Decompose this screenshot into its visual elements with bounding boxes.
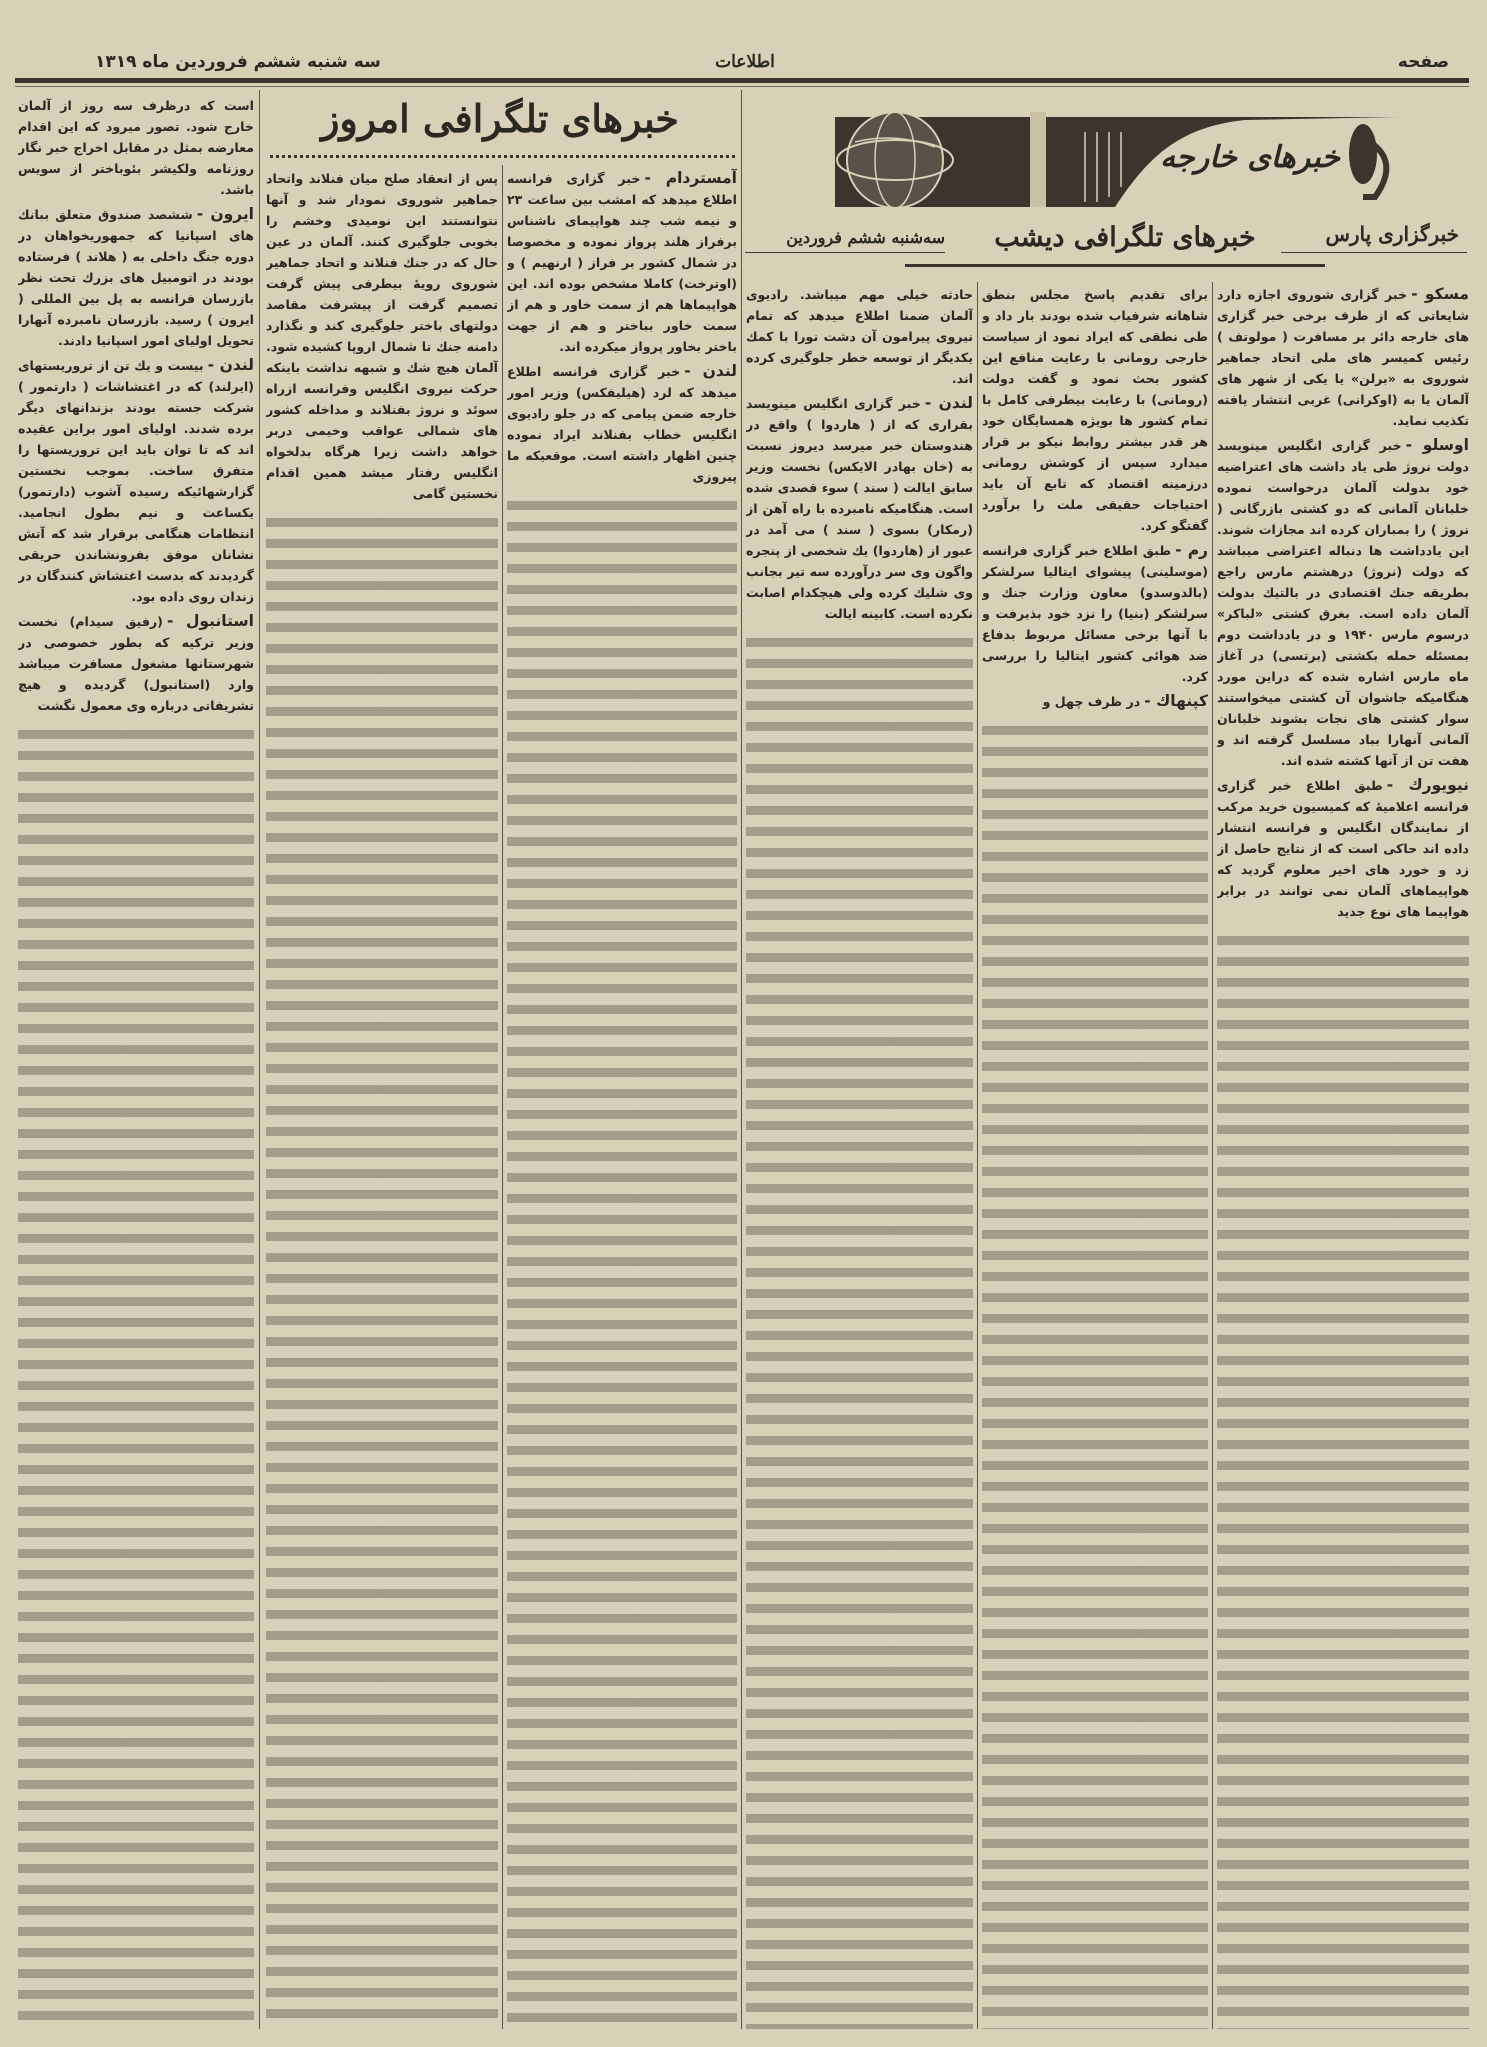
news-item-dateline: آمستردام - [644, 169, 737, 187]
news-item-body: برای تقدیم پاسخ مجلس بنطق شاهانه شرفیاب شده بودند بار داد و طی نطقی که ایراد نمود از سیاست خارجی رومانی با رعایت منافع این کشور بحث نمود و گفت دولت (رومانی) با رعایت بیطرفی کامل با تمام کشور ها بویژه همسایگان خود هر قدر بیشتر روابط نیکو بر قرار میدارد سپس از کوشش رومانی درزمینه اقتصاد که تابع آن باید احتیاجات حقیقی ملت را برآورد گفتگو کرد. [982, 287, 1208, 533]
news-item-dateline: لندن - [684, 362, 737, 380]
masthead: اطلاعات [715, 52, 775, 72]
news-item-dateline: نیویورك - [1386, 776, 1469, 794]
banner-title: خبرهای خارجه [1160, 140, 1340, 175]
news-item [1217, 435, 1469, 771]
header-rule-thin [15, 86, 1469, 87]
column-rule [741, 90, 742, 2029]
news-item-body: حادثه خیلی مهم میباشد. رادیوی آلمان ضمنا اطلاع میدهد که تمام نیروی پیرامون آن دشت نورا با کمك یکدیگر از توسعه خطر جلوگیری کرده اند. [746, 287, 973, 386]
news-item-body: خبر گزاری انگلیس مینویسد بقراری که از ( هاردوا ) واقع در هندوستان خبر میرسد دیروز نسبت به (خان بهادر الایکس) نخست وزیر سابق ایالت ( سند ) سوء قصدی شده است. هنگامیکه نامبرده با راه آهن از (رمکار) بسوی ( سند ) می آمد در عبور از (هاردوا) یك شخصی از پنجره واگون وی سر درآورده سه تیر بجانب وی شلیك کرده ولی هیچکدام اصابت نکرده است. کابینه ایالت [746, 396, 973, 621]
foreign-date: سه‌شنبه ششم فروردین [745, 228, 945, 253]
illegible-text-block [266, 512, 498, 2029]
news-item-body: طبق اطلاع خبر گزاری فرانسه اعلامیهٔ که کمیسیون خرید مرکب از نمایندگان انگلیس و فرانسه انتشار داده اند حاکی است که از نتایج حاصل از زد و خورد های اخیر معلوم گردید که هواپیماهای آلمان نمی توانند در برابر هواپیما های نوع جدید [1217, 778, 1469, 919]
news-item [18, 204, 254, 351]
foreign-headline: خبرهای تلگرافی دیشب [994, 222, 1256, 253]
page-label: صفحه [1397, 52, 1449, 72]
news-column-1 [18, 95, 254, 2029]
ornament-rule [905, 264, 1325, 267]
news-item [746, 393, 973, 624]
illegible-text-block [982, 720, 1208, 2029]
header-rule [15, 78, 1469, 83]
news-item [982, 691, 1208, 712]
news-item [18, 355, 254, 607]
news-column-6 [1217, 284, 1469, 2029]
issue-date: سه شنبه ششم فروردین ماه ۱۳۱۹ [95, 52, 381, 72]
news-item-body: خبر گزاری فرانسه اطلاع میدهد که لرد (هیلیفکس) وزیر امور خارجه ضمن پیامی که در جلو رادیوی انگلیس خطاب بفنلاند ایراد نموده چنین اظهار داشته است. موقعیکه ما پیروزی [507, 364, 737, 484]
news-column-4 [746, 284, 973, 2029]
news-item [507, 168, 737, 357]
news-item-body: (رفیق سیدام) نخست وزیر ترکیه که بطور خصوصی در شهرستانها مشغول مسافرت میباشد وارد (استانبول) گردیده و هیچ تشریفاتی درباره وی معمول نگشت [18, 614, 254, 713]
news-item-body: طبق اطلاع خبر گزاری فرانسه (موسلینی) پیشوای ایتالیا سرلشکر (بالدوسدو) معاون وزارت جنك و سرلشکر (بنیا) را نزد خود بذیرفت و با آنها برخی مسائل مربوط بدفاع ضد هوائی کشور ایتالیا را بررسی کرد. [982, 543, 1208, 684]
tower-icon [1030, 112, 1046, 207]
illegible-text-block [746, 632, 973, 2029]
news-item-dateline: لندن - [207, 356, 254, 374]
news-item-body: خبر گزاری انگلیس مینویسد دولت نروژ طی یاد داشت های اعتراضیه خود بدولت آلمان درخواست نموده خلبانان آلمانی که دو کشتی بازرگانی ( نروژ ) را بمباران کرده اند مجازات شوند. این یادداشت ها دنباله اعتراضی میباشد که دولت (نروژ) درهشتم مارس راجع بطریقه جنك اقتصادی در بالتیك بدولت آلمان داده است. بغرق کشتی «لباکر» درسوم مارس ۱۹۴۰ و در یادداشت دوم بمسئله حمله بکشتی (برتسی) در آغاز ماه مارس اشاره شده که دراین مورد هنگامیکه جاشوان آن کشتی میخواستند سوار کشتی های نجات بشوند خلبانان آلمانی آنهارا بباد مسلسل گرفته اند و هفت تن از آنها کشته شده اند. [1217, 438, 1469, 768]
news-item [982, 284, 1208, 536]
news-item [982, 540, 1208, 687]
news-column-2 [266, 168, 498, 2029]
news-item-body: پس از انعقاد صلح میان فنلاند واتحاد جماهیر شوروی نمودار شد و آنها نتوانستند این نومیدی وخشم را بخوبی جلوگیری کنند. آلمان در عین حال که در جنك فنلاند و اتحاد جماهیر شوروی رویهٔ بیطرفی پیش گرفت تصمیم گرفت از پیشرفت مقاصد دولتهای باختر جلوگیری کند و نگذارد دامنه جنك تا شمال اروپا کشیده شود. آلمان هیچ شك و شبهه نداشت باینکه حرکت نیروی انگلیس وفرانسه ازراه سوئد و نروژ بفنلاند و مداخله کشور های شمالی عواقب وخیمی دربر خواهد داشت زیرا هرگاه بدلخواه انگلیس رفتار میشد همین اقدام نخستین گامی [266, 171, 498, 501]
news-item [1217, 284, 1469, 431]
news-item-body: ششصد صندوق متعلق ببانك های اسپانیا که جمهوریخواهان در دوره جنگ داخلی به ( هلاند ) فرستاده بودند در اتومبیل های بزرك تحت نظر بازرسان فرانسه به پل بین المللی ( ایرون ) رسید. بازرسان نامبرده آنهارا تحویل اولیای امور اسپانیا دادند. [18, 207, 254, 348]
news-item [266, 168, 498, 504]
news-column-5 [982, 284, 1208, 2029]
news-item-body: است که درظرف سه روز از آلمان خارج شود. تصور میرود که این اقدام معارضه بمثل در مقابل اخراج خبر نگار روزنامه ولکیشر بئوباختر از سویس باشد. [18, 98, 254, 197]
news-item-dateline: استانبول - [166, 612, 254, 630]
news-item [746, 284, 973, 389]
news-column-3 [507, 168, 737, 2029]
illegible-text-block [507, 495, 737, 2029]
agency-label: خبرگزاری پارس [1281, 222, 1467, 253]
news-item-dateline: مسکو - [1411, 285, 1469, 303]
foreign-news-banner [815, 102, 1415, 212]
column-rule [977, 282, 978, 2029]
today-headline: خبرهای تلگرافی امروز [321, 96, 679, 141]
illegible-text-block [18, 724, 254, 2029]
news-item-dateline: لندن - [924, 394, 973, 412]
news-item-body: بیست و یك تن از تروریستهای (ایرلند) که در اغتشاشات ( دارتمور ) شرکت جسته بودند بزندانهای دیگر برده شدند. اولیای امور براین عقیده اند که تا توان باید این تروریستها را متفرق ساخت. بموجب نخستین گزارشهائیکه رسیده آشوب (دارتمور) یکساعت و نیم بطول انجامید. انتظامات هنگامی برقرار شد که آتش نشانان موفق بفرونشاندن حریقی گردیدند که بدست اغتشاش کنندگان در زندان روی داده بود. [18, 358, 254, 604]
ornament-dotted-rule [270, 155, 735, 162]
column-rule [1212, 282, 1213, 2029]
column-rule [259, 90, 260, 2029]
news-item [1217, 775, 1469, 922]
news-item-body: خبر گزاری شوروی اجازه دارد شایعاتی که از طرف برخی خبر گزاری های خارجه دائر بر مسافرت ( مولوتف ) رئیس کمیسر های ملی اتحاد جماهیر شوروی به «برلن» یا یکی از شهر های آلمان یا به (اوکرانی) غربی انتشار یافته تکذیب نماید. [1217, 287, 1469, 428]
column-rule [502, 165, 503, 2029]
news-item-dateline: ایرون - [196, 205, 254, 223]
news-item [18, 95, 254, 200]
news-item-body: در ظرف چهل و [1042, 694, 1141, 709]
news-item-body: خبر گزاری فرانسه اطلاع میدهد که امشب بین ساعت ۲۳ و نیمه شب چند هواپیمای ناشناس برفراز هلند پرواز نموده و مخصوصا در شمال کشور بر فراز ( ارنهیم ) و (اوترخت) کاملا مشخص بوده اند. این هواپیماها هم از سمت خاور و هم از سمت خاور بباختر و هم از جهت باختر بخاور پرواز میکرده اند. [507, 171, 737, 354]
news-item-dateline: رم - [1175, 541, 1208, 559]
news-item [507, 361, 737, 487]
news-item [18, 611, 254, 716]
news-item-dateline: کپنهاك - [1144, 692, 1208, 710]
illegible-text-block [1217, 930, 1469, 2029]
news-item-dateline: اوسلو - [1405, 436, 1469, 454]
